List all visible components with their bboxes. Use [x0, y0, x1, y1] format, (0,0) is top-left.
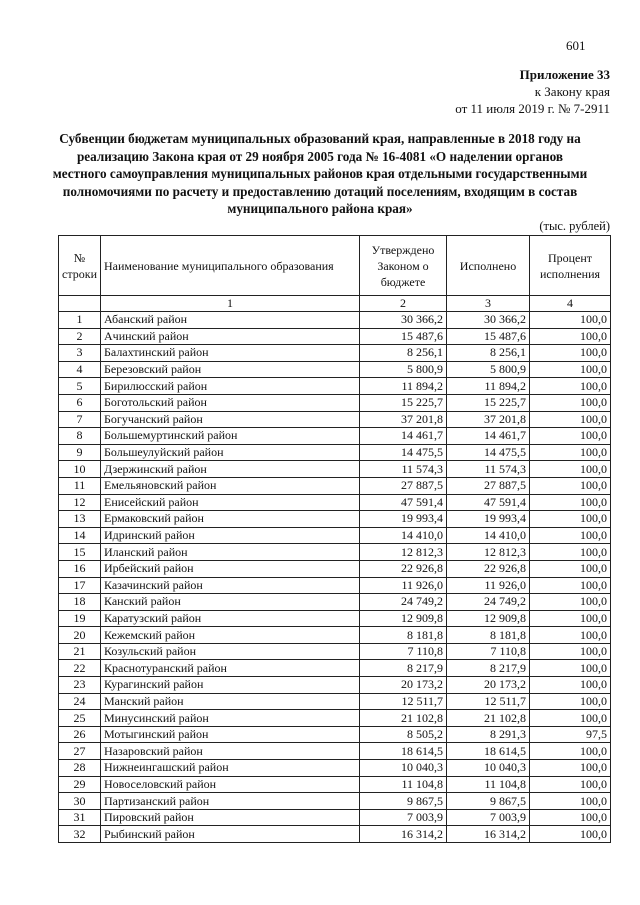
- executed-amount-cell: 18 614,5: [447, 743, 530, 760]
- row-number-cell: 12: [59, 494, 101, 511]
- executed-amount-cell: 21 102,8: [447, 710, 530, 727]
- approved-amount-cell: 12 812,3: [360, 544, 447, 561]
- municipality-name-cell: Мотыгинский район: [101, 726, 360, 743]
- approved-amount-cell: 12 511,7: [360, 693, 447, 710]
- percent-cell: 100,0: [530, 444, 611, 461]
- table-row: [59, 527, 611, 544]
- appendix-law-ref: к Закону края: [534, 84, 610, 99]
- municipality-name-cell: Канский район: [101, 594, 360, 611]
- header-row-number: № строки: [59, 236, 101, 296]
- units-label: (тыс. рублей): [539, 219, 610, 233]
- table-row: [59, 627, 611, 644]
- table-row: [59, 710, 611, 727]
- percent-cell: 100,0: [530, 560, 611, 577]
- executed-amount-cell: 30 366,2: [447, 312, 530, 329]
- executed-amount-cell: 14 475,5: [447, 444, 530, 461]
- row-number-cell: 29: [59, 776, 101, 793]
- row-number-cell: 17: [59, 577, 101, 594]
- municipality-name-cell: Минусинский район: [101, 710, 360, 727]
- municipality-name-cell: Дзержинский район: [101, 461, 360, 478]
- approved-amount-cell: 11 926,0: [360, 577, 447, 594]
- approved-amount-cell: 14 461,7: [360, 428, 447, 445]
- executed-amount-cell: 15 487,6: [447, 328, 530, 345]
- approved-amount-cell: 8 256,1: [360, 345, 447, 362]
- row-number-cell: 15: [59, 544, 101, 561]
- row-number-cell: 23: [59, 677, 101, 694]
- table-row: [59, 494, 611, 511]
- municipality-name-cell: Нижнеингашский район: [101, 760, 360, 777]
- percent-cell: 100,0: [530, 577, 611, 594]
- row-number-cell: 24: [59, 693, 101, 710]
- appendix-title: Приложение 33: [519, 67, 610, 82]
- municipality-name-cell: Ирбейский район: [101, 560, 360, 577]
- executed-amount-cell: 19 993,4: [447, 511, 530, 528]
- appendix-block: [455, 66, 610, 117]
- table-row: [59, 760, 611, 777]
- municipality-name-cell: Емельяновский район: [101, 477, 360, 494]
- approved-amount-cell: 12 909,8: [360, 610, 447, 627]
- percent-cell: 100,0: [530, 809, 611, 826]
- percent-cell: 100,0: [530, 511, 611, 528]
- executed-amount-cell: 12 812,3: [447, 544, 530, 561]
- approved-amount-cell: 22 926,8: [360, 560, 447, 577]
- executed-amount-cell: 22 926,8: [447, 560, 530, 577]
- row-number-cell: 13: [59, 511, 101, 528]
- municipality-name-cell: Манский район: [101, 693, 360, 710]
- row-number-cell: 1: [59, 312, 101, 329]
- row-number-cell: 7: [59, 411, 101, 428]
- row-number-cell: 25: [59, 710, 101, 727]
- header-approved: Утверждено Законом о бюджете: [360, 236, 447, 296]
- row-number-cell: 14: [59, 527, 101, 544]
- municipality-name-cell: Каратузский район: [101, 610, 360, 627]
- municipality-name-cell: Курагинский район: [101, 677, 360, 694]
- municipality-name-cell: Иланский район: [101, 544, 360, 561]
- executed-amount-cell: 8 181,8: [447, 627, 530, 644]
- row-number-cell: 6: [59, 394, 101, 411]
- row-number-cell: 32: [59, 826, 101, 843]
- table-row: [59, 809, 611, 826]
- table-row: [59, 361, 611, 378]
- percent-cell: 100,0: [530, 677, 611, 694]
- row-number-cell: 27: [59, 743, 101, 760]
- table-row: [59, 660, 611, 677]
- approved-amount-cell: 5 800,9: [360, 361, 447, 378]
- table-row: [59, 461, 611, 478]
- row-number-cell: 18: [59, 594, 101, 611]
- percent-cell: 100,0: [530, 328, 611, 345]
- percent-cell: 100,0: [530, 643, 611, 660]
- row-number-cell: 9: [59, 444, 101, 461]
- row-number-cell: 8: [59, 428, 101, 445]
- row-number-cell: 11: [59, 477, 101, 494]
- row-number-cell: 20: [59, 627, 101, 644]
- column-number-blank: [59, 296, 101, 312]
- percent-cell: 100,0: [530, 610, 611, 627]
- municipality-name-cell: Козульский район: [101, 643, 360, 660]
- percent-cell: 100,0: [530, 378, 611, 395]
- executed-amount-cell: 47 591,4: [447, 494, 530, 511]
- row-number-cell: 19: [59, 610, 101, 627]
- page-number: 601: [566, 38, 586, 53]
- municipality-name-cell: Назаровский район: [101, 743, 360, 760]
- row-number-cell: 5: [59, 378, 101, 395]
- row-number-cell: 16: [59, 560, 101, 577]
- table-body: [59, 312, 611, 843]
- municipality-name-cell: Большеулуйский район: [101, 444, 360, 461]
- percent-cell: 100,0: [530, 361, 611, 378]
- table-row: [59, 560, 611, 577]
- row-number-cell: 26: [59, 726, 101, 743]
- row-number-cell: 3: [59, 345, 101, 362]
- municipality-name-cell: Ермаковский район: [101, 511, 360, 528]
- executed-amount-cell: 8 217,9: [447, 660, 530, 677]
- appendix-date: от 11 июля 2019 г. № 7-2911: [455, 101, 610, 116]
- table-row: [59, 677, 611, 694]
- percent-cell: 100,0: [530, 544, 611, 561]
- percent-cell: 100,0: [530, 760, 611, 777]
- executed-amount-cell: 20 173,2: [447, 677, 530, 694]
- percent-cell: 100,0: [530, 776, 611, 793]
- approved-amount-cell: 20 173,2: [360, 677, 447, 694]
- municipality-name-cell: Казачинский район: [101, 577, 360, 594]
- row-number-cell: 28: [59, 760, 101, 777]
- executed-amount-cell: 12 909,8: [447, 610, 530, 627]
- approved-amount-cell: 24 749,2: [360, 594, 447, 611]
- table-row: [59, 643, 611, 660]
- percent-cell: 100,0: [530, 826, 611, 843]
- percent-cell: 100,0: [530, 660, 611, 677]
- municipality-name-cell: Кежемский район: [101, 627, 360, 644]
- approved-amount-cell: 7 003,9: [360, 809, 447, 826]
- percent-cell: 100,0: [530, 594, 611, 611]
- approved-amount-cell: 14 410,0: [360, 527, 447, 544]
- row-number-cell: 22: [59, 660, 101, 677]
- percent-cell: 100,0: [530, 394, 611, 411]
- approved-amount-cell: 27 887,5: [360, 477, 447, 494]
- municipality-name-cell: Идринский район: [101, 527, 360, 544]
- percent-cell: 100,0: [530, 693, 611, 710]
- municipality-name-cell: Новоселовский район: [101, 776, 360, 793]
- executed-amount-cell: 5 800,9: [447, 361, 530, 378]
- percent-cell: 100,0: [530, 710, 611, 727]
- executed-amount-cell: 9 867,5: [447, 793, 530, 810]
- approved-amount-cell: 37 201,8: [360, 411, 447, 428]
- table-row: [59, 743, 611, 760]
- executed-amount-cell: 27 887,5: [447, 477, 530, 494]
- municipality-name-cell: Енисейский район: [101, 494, 360, 511]
- table-row: [59, 826, 611, 843]
- table-row: [59, 511, 611, 528]
- municipality-name-cell: Краснотуранский район: [101, 660, 360, 677]
- approved-amount-cell: 8 181,8: [360, 627, 447, 644]
- table-header-row: [59, 236, 611, 296]
- municipality-name-cell: Абанский район: [101, 312, 360, 329]
- executed-amount-cell: 37 201,8: [447, 411, 530, 428]
- approved-amount-cell: 16 314,2: [360, 826, 447, 843]
- municipality-name-cell: Балахтинский район: [101, 345, 360, 362]
- table-row: [59, 477, 611, 494]
- approved-amount-cell: 18 614,5: [360, 743, 447, 760]
- municipality-name-cell: Боготольский район: [101, 394, 360, 411]
- row-number-cell: 21: [59, 643, 101, 660]
- table-row: [59, 776, 611, 793]
- column-number: 1: [101, 296, 360, 312]
- table-row: [59, 378, 611, 395]
- table-row: [59, 394, 611, 411]
- column-number: 2: [360, 296, 447, 312]
- table-row: [59, 726, 611, 743]
- executed-amount-cell: 14 410,0: [447, 527, 530, 544]
- header-percent: Процент исполнения: [530, 236, 611, 296]
- percent-cell: 100,0: [530, 428, 611, 445]
- table-row: [59, 577, 611, 594]
- approved-amount-cell: 9 867,5: [360, 793, 447, 810]
- executed-amount-cell: 8 291,3: [447, 726, 530, 743]
- percent-cell: 100,0: [530, 312, 611, 329]
- percent-cell: 100,0: [530, 527, 611, 544]
- municipality-name-cell: Ачинский район: [101, 328, 360, 345]
- table-row: [59, 411, 611, 428]
- column-number: 3: [447, 296, 530, 312]
- approved-amount-cell: 47 591,4: [360, 494, 447, 511]
- approved-amount-cell: 14 475,5: [360, 444, 447, 461]
- percent-cell: 100,0: [530, 411, 611, 428]
- executed-amount-cell: 12 511,7: [447, 693, 530, 710]
- municipality-name-cell: Бирилюсский район: [101, 378, 360, 395]
- approved-amount-cell: 30 366,2: [360, 312, 447, 329]
- executed-amount-cell: 11 926,0: [447, 577, 530, 594]
- row-number-cell: 2: [59, 328, 101, 345]
- approved-amount-cell: 10 040,3: [360, 760, 447, 777]
- approved-amount-cell: 11 574,3: [360, 461, 447, 478]
- executed-amount-cell: 16 314,2: [447, 826, 530, 843]
- approved-amount-cell: 8 505,2: [360, 726, 447, 743]
- approved-amount-cell: 19 993,4: [360, 511, 447, 528]
- table-row: [59, 444, 611, 461]
- municipality-name-cell: Большемуртинский район: [101, 428, 360, 445]
- percent-cell: 97,5: [530, 726, 611, 743]
- percent-cell: 100,0: [530, 477, 611, 494]
- row-number-cell: 31: [59, 809, 101, 826]
- municipality-name-cell: Пировский район: [101, 809, 360, 826]
- table-row: [59, 610, 611, 627]
- percent-cell: 100,0: [530, 461, 611, 478]
- table-row: [59, 312, 611, 329]
- subvention-table: [58, 235, 611, 843]
- column-number: 4: [530, 296, 611, 312]
- table-row: [59, 544, 611, 561]
- row-number-cell: 10: [59, 461, 101, 478]
- executed-amount-cell: 14 461,7: [447, 428, 530, 445]
- approved-amount-cell: 8 217,9: [360, 660, 447, 677]
- table-row: [59, 345, 611, 362]
- executed-amount-cell: 10 040,3: [447, 760, 530, 777]
- municipality-name-cell: Рыбинский район: [101, 826, 360, 843]
- municipality-name-cell: Партизанский район: [101, 793, 360, 810]
- approved-amount-cell: 15 225,7: [360, 394, 447, 411]
- executed-amount-cell: 11 894,2: [447, 378, 530, 395]
- table-row: [59, 793, 611, 810]
- column-numbers-row: [59, 296, 611, 312]
- approved-amount-cell: 11 894,2: [360, 378, 447, 395]
- document-title: Субвенции бюджетам муниципальных образований края, направленные в 2018 году на реализацию Закона края от 29 ноября 2005 года № 16-4081 «О наделении органов местного самоуправления муниципальных районов края отдельными государственными полномочиями по расчету и предоставлению дотаций поселениям, входящим в состав муниципального района края»: [52, 131, 588, 216]
- row-number-cell: 4: [59, 361, 101, 378]
- approved-amount-cell: 11 104,8: [360, 776, 447, 793]
- percent-cell: 100,0: [530, 345, 611, 362]
- municipality-name-cell: Березовский район: [101, 361, 360, 378]
- executed-amount-cell: 8 256,1: [447, 345, 530, 362]
- table-row: [59, 693, 611, 710]
- table-row: [59, 428, 611, 445]
- percent-cell: 100,0: [530, 793, 611, 810]
- executed-amount-cell: 11 574,3: [447, 461, 530, 478]
- executed-amount-cell: 15 225,7: [447, 394, 530, 411]
- row-number-cell: 30: [59, 793, 101, 810]
- executed-amount-cell: 7 110,8: [447, 643, 530, 660]
- header-municipality: Наименование муниципального образования: [101, 236, 360, 296]
- municipality-name-cell: Богучанский район: [101, 411, 360, 428]
- percent-cell: 100,0: [530, 627, 611, 644]
- executed-amount-cell: 24 749,2: [447, 594, 530, 611]
- approved-amount-cell: 7 110,8: [360, 643, 447, 660]
- approved-amount-cell: 15 487,6: [360, 328, 447, 345]
- approved-amount-cell: 21 102,8: [360, 710, 447, 727]
- header-executed: Исполнено: [447, 236, 530, 296]
- executed-amount-cell: 7 003,9: [447, 809, 530, 826]
- table-row: [59, 328, 611, 345]
- percent-cell: 100,0: [530, 494, 611, 511]
- executed-amount-cell: 11 104,8: [447, 776, 530, 793]
- table-row: [59, 594, 611, 611]
- percent-cell: 100,0: [530, 743, 611, 760]
